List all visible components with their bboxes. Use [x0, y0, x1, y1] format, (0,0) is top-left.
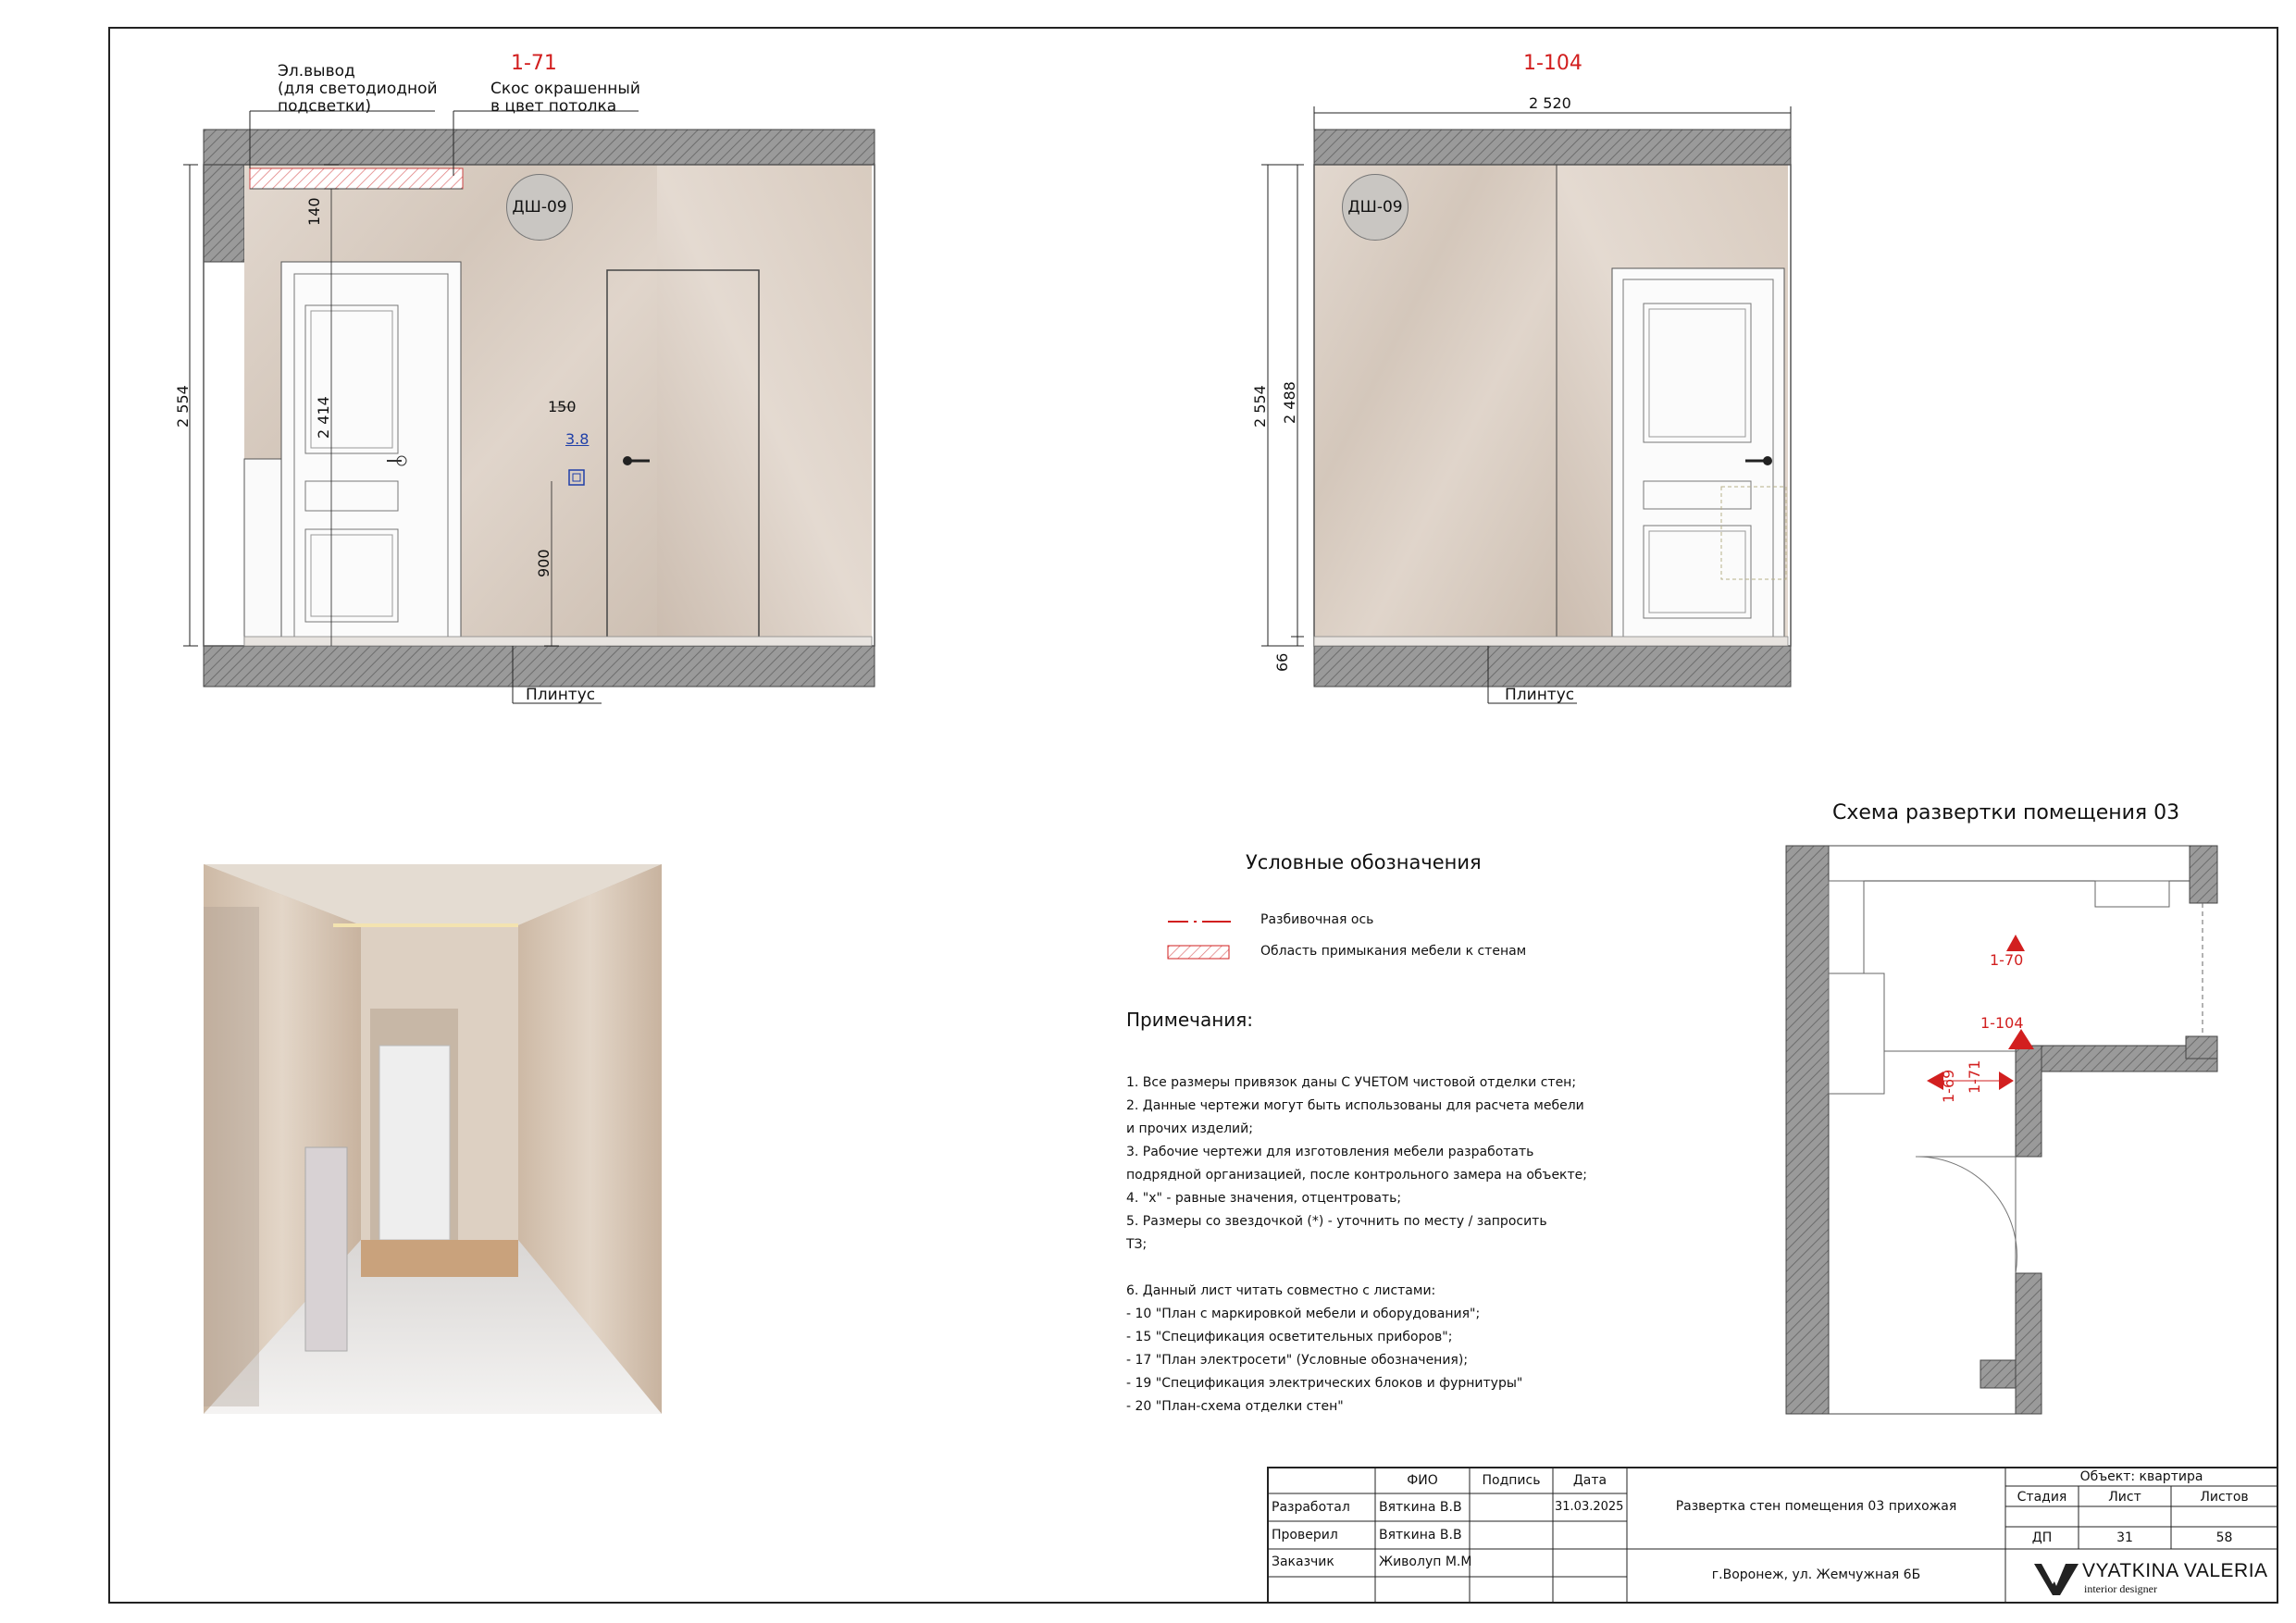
- scheme-marker-1-71: 1-71: [1966, 1059, 1983, 1094]
- room-scheme: [1786, 846, 2217, 1414]
- note-line: 1. Все размеры привязок даны С УЧЕТОМ чистовой отделки стен;: [1126, 1075, 1577, 1090]
- logo-mark-icon: [2034, 1564, 2079, 1595]
- plinth-label-right: Плинтус: [1505, 686, 1575, 704]
- dim-wall-height-right: 2 488: [1281, 381, 1298, 424]
- note-line: - 10 "План с маркировкой мебели и оборудования";: [1126, 1307, 1481, 1321]
- tb-stage-label: Стадия: [2017, 1490, 2067, 1505]
- notes-title: Примечания:: [1126, 1009, 1254, 1031]
- callout-outlet-line1: Эл.вывод: [278, 62, 355, 81]
- tb-name-customer: Живолуп М.М: [1379, 1555, 1472, 1569]
- dim-switch-height: 900: [535, 549, 552, 577]
- legend-symbols: [1168, 922, 1231, 959]
- note-line: подрядной организацией, после контрольного замера на объекте;: [1126, 1168, 1587, 1183]
- dim-wall-width: 2 520: [1529, 94, 1571, 112]
- note-line: и прочих изделий;: [1126, 1121, 1253, 1136]
- lamp-badge-right-label: ДШ-09: [1347, 198, 1403, 217]
- legend-title: Условные обозначения: [1246, 851, 1482, 873]
- tb-name-checker: Вяткина В.В: [1379, 1528, 1462, 1542]
- plinth-label-left: Плинтус: [526, 686, 596, 704]
- tb-object: Объект: квартира: [2079, 1469, 2203, 1484]
- dim-switch-offset: 150: [548, 398, 577, 415]
- tb-header-fio: ФИО: [1407, 1473, 1438, 1488]
- tb-sheets-value: 58: [2215, 1530, 2233, 1545]
- lamp-badge: [506, 174, 573, 241]
- scheme-marker-1-104: 1-104: [1980, 1014, 2024, 1032]
- dim-total-height: 2 554: [174, 385, 192, 427]
- legend-item-furniture-area: Область примыкания мебели к стенам: [1260, 944, 1527, 959]
- lamp-badge-label: ДШ-09: [512, 198, 567, 217]
- tb-stage-value: ДП: [2031, 1530, 2053, 1545]
- tb-sheet-value: 31: [2116, 1530, 2133, 1545]
- note-line: 3. Рабочие чертежи для изготовления мебели разработать: [1126, 1145, 1534, 1159]
- lamp-badge-right: [1342, 174, 1409, 241]
- callout-outlet-line2: (для светодиодной: [278, 80, 438, 98]
- dim-door-height: 2 414: [315, 396, 332, 439]
- logo-name: VYATKINA VALERIA: [2082, 1560, 2268, 1581]
- note-line: - 17 "План электросети" (Условные обозначения);: [1126, 1353, 1469, 1368]
- switch-label: 3.8: [565, 430, 590, 448]
- tb-role-developer: Разработал: [1272, 1500, 1350, 1515]
- dim-total-height-right: 2 554: [1251, 385, 1269, 427]
- tb-name-developer: Вяткина В.В: [1379, 1500, 1462, 1515]
- note-line: 6. Данный лист читать совместно с листами:: [1126, 1283, 1436, 1298]
- note-line: [1126, 1257, 1587, 1280]
- tb-header-signature: Подпись: [1482, 1473, 1541, 1488]
- legend-item-axis: Разбивочная ось: [1260, 912, 1374, 927]
- tb-sheet-label: Лист: [2108, 1490, 2141, 1505]
- interior-render: [204, 864, 662, 1414]
- logo-subtitle: interior designer: [2084, 1582, 2157, 1595]
- note-line: - 19 "Спецификация электрических блоков и фурнитуры": [1126, 1376, 1523, 1391]
- scheme-title: Схема развертки помещения 03: [1832, 801, 2180, 824]
- tb-role-checker: Проверил: [1272, 1528, 1338, 1542]
- scheme-marker-1-70: 1-70: [1990, 951, 2024, 969]
- note-line: 4. "х" - равные значения, отцентровать;: [1126, 1191, 1402, 1206]
- tb-sheets-label: Листов: [2200, 1490, 2249, 1505]
- note-line: - 15 "Спецификация осветительных приборов";: [1126, 1330, 1453, 1344]
- scheme-marker-1-69: 1-69: [1940, 1069, 1957, 1103]
- tb-sheet-title: Развертка стен помещения 03 прихожая: [1675, 1499, 1957, 1514]
- note-line: 5. Размеры со звездочкой (*) - уточнить по месту / запросить: [1126, 1214, 1547, 1229]
- tb-header-date: Дата: [1572, 1473, 1607, 1488]
- tb-address: г.Воронеж, ул. Жемчужная 6Б: [1711, 1567, 1921, 1582]
- note-line: - 20 "План-схема отделки стен": [1126, 1399, 1344, 1414]
- callout-outlet-line3: подсветки): [278, 97, 371, 116]
- callout-bevel-line2: в цвет потолка: [490, 97, 617, 116]
- callout-bevel-line1: Скос окрашенный: [490, 80, 640, 98]
- note-line: ТЗ;: [1126, 1237, 1148, 1252]
- tb-date-developer: 31.03.2025: [1555, 1500, 1624, 1514]
- note-line: 2. Данные чертежи могут быть использованы для расчета мебели: [1126, 1098, 1584, 1113]
- tb-role-customer: Заказчик: [1272, 1555, 1334, 1569]
- dim-plinth-height: 66: [1273, 652, 1291, 672]
- dim-top-gap: 140: [305, 197, 323, 226]
- elevation-1-104: [1261, 106, 1791, 703]
- elevation-title-1-104: 1-104: [1523, 52, 1582, 75]
- elevation-title-1-71: 1-71: [511, 52, 557, 75]
- notes-list: [1126, 1072, 1587, 1419]
